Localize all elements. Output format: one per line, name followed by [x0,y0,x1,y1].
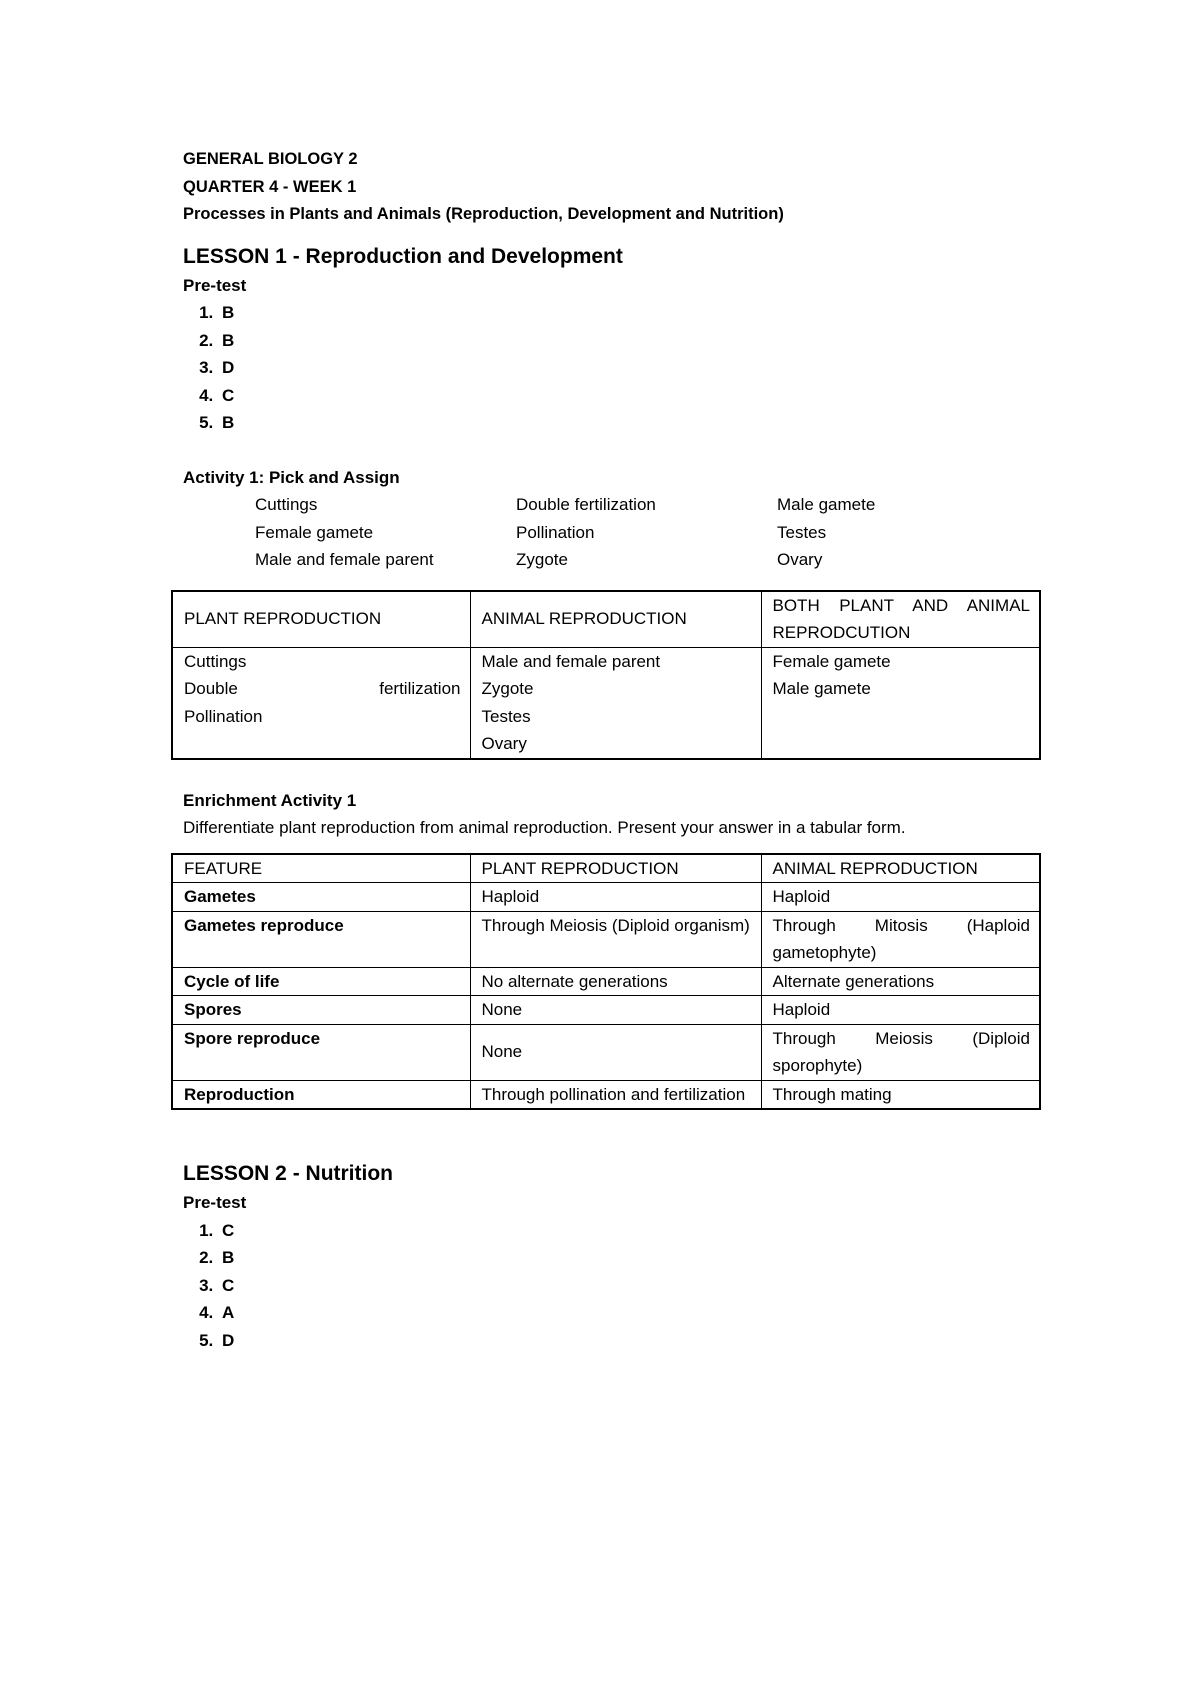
lesson2-title: LESSON 2 - Nutrition [183,1162,393,1185]
term: Cuttings [255,495,318,514]
list-item: 3. C [218,1272,1038,1300]
plant-cell: Through pollination and fertilization [470,1080,761,1109]
enrichment-title: Enrichment Activity 1 [183,790,357,810]
list-item: 4. C [218,382,1038,410]
term-column [255,491,516,574]
term-column [516,491,777,574]
activity1-title: Activity 1: Pick and Assign [183,467,400,487]
cell-line: Cuttings [184,651,247,671]
cell-line: Male gamete [772,679,871,698]
plant-cell: Through Meiosis (Diploid organism) [470,911,761,967]
feature-cell: Gametes [172,883,470,912]
animal-cell: Through Meiosis (Diploid sporophyte) [761,1024,1040,1080]
cell-line: Female gamete [772,651,891,671]
term: Testes [777,522,827,542]
cell-line: Testes [481,706,531,726]
animal-cell: Haploid [761,996,1040,1025]
cell-line: Male and female parent [481,651,661,671]
table-header-cell: PLANT REPRODUCTION [470,854,761,883]
table-header-cell: BOTH PLANT AND ANIMAL REPRODCUTION [761,591,1040,648]
term: Male gamete [777,495,876,514]
comparison-table [171,853,1041,1111]
feature-cell: Spore reproduce [172,1024,470,1080]
plant-reproduction-cell [172,647,470,759]
list-item: 1. B [218,299,1038,327]
quarter-week: QUARTER 4 - WEEK 1 [183,177,357,196]
enrichment-instructions: Differentiate plant reproduction from animal reproduction. Present your answer in a tabular form. [183,818,906,837]
cell-line [184,675,461,703]
topic-title: Processes in Plants and Animals (Reproduction, Development and Nutrition) [183,205,784,223]
term: Zygote [516,550,568,569]
table-header-cell: FEATURE [172,854,470,883]
term: Double fertilization [516,495,656,514]
feature-cell: Spores [172,996,470,1025]
table-header-cell: ANIMAL REPRODUCTION [470,591,761,648]
lesson1-title: LESSON 1 - Reproduction and Development [183,244,623,268]
term: Pollination [516,522,595,542]
plant-cell: No alternate generations [470,967,761,996]
lesson2-pretest-list [183,1217,1038,1355]
document-page [183,146,1038,1354]
term: Female gamete [255,522,374,542]
list-item: 2. B [218,1244,1038,1272]
course-title: GENERAL BIOLOGY 2 [183,150,358,168]
cell-line: Ovary [481,734,527,753]
animal-cell: Through mating [761,1080,1040,1109]
lesson1-pretest-list [183,299,1038,437]
feature-cell: Cycle of life [172,967,470,996]
term-column [777,491,1038,574]
list-item: 5. D [218,1327,1038,1355]
lesson2-pretest-label: Pre-test [183,1193,247,1212]
table-header-cell: PLANT REPRODUCTION [172,591,470,648]
feature-cell: Gametes reproduce [172,911,470,967]
animal-cell: Through Mitosis (Haploid gametophyte) [761,911,1040,967]
list-item: 4. A [218,1299,1038,1327]
lesson1-pretest-label: Pre-test [183,275,247,295]
term: Male and female parent [255,550,434,569]
list-item: 3. D [218,354,1038,382]
cell-word: Double [184,679,238,698]
cell-line: Pollination [184,706,263,726]
both-reproduction-cell [761,647,1040,759]
animal-cell: Haploid [761,883,1040,912]
feature-cell: Reproduction [172,1080,470,1109]
reproduction-sort-table [171,590,1041,760]
table-header-cell: ANIMAL REPRODUCTION [761,854,1040,883]
plant-cell: None [470,996,761,1025]
animal-reproduction-cell [470,647,761,759]
term-bank [183,491,1038,574]
cell-line: Zygote [481,679,534,698]
plant-cell: None [470,1024,761,1080]
plant-cell: Haploid [470,883,761,912]
list-item: 2. B [218,327,1038,355]
animal-cell: Alternate generations [761,967,1040,996]
cell-word: fertilization [379,679,461,698]
list-item: 1. C [218,1217,1038,1245]
list-item: 5. B [218,409,1038,437]
term: Ovary [777,550,823,569]
